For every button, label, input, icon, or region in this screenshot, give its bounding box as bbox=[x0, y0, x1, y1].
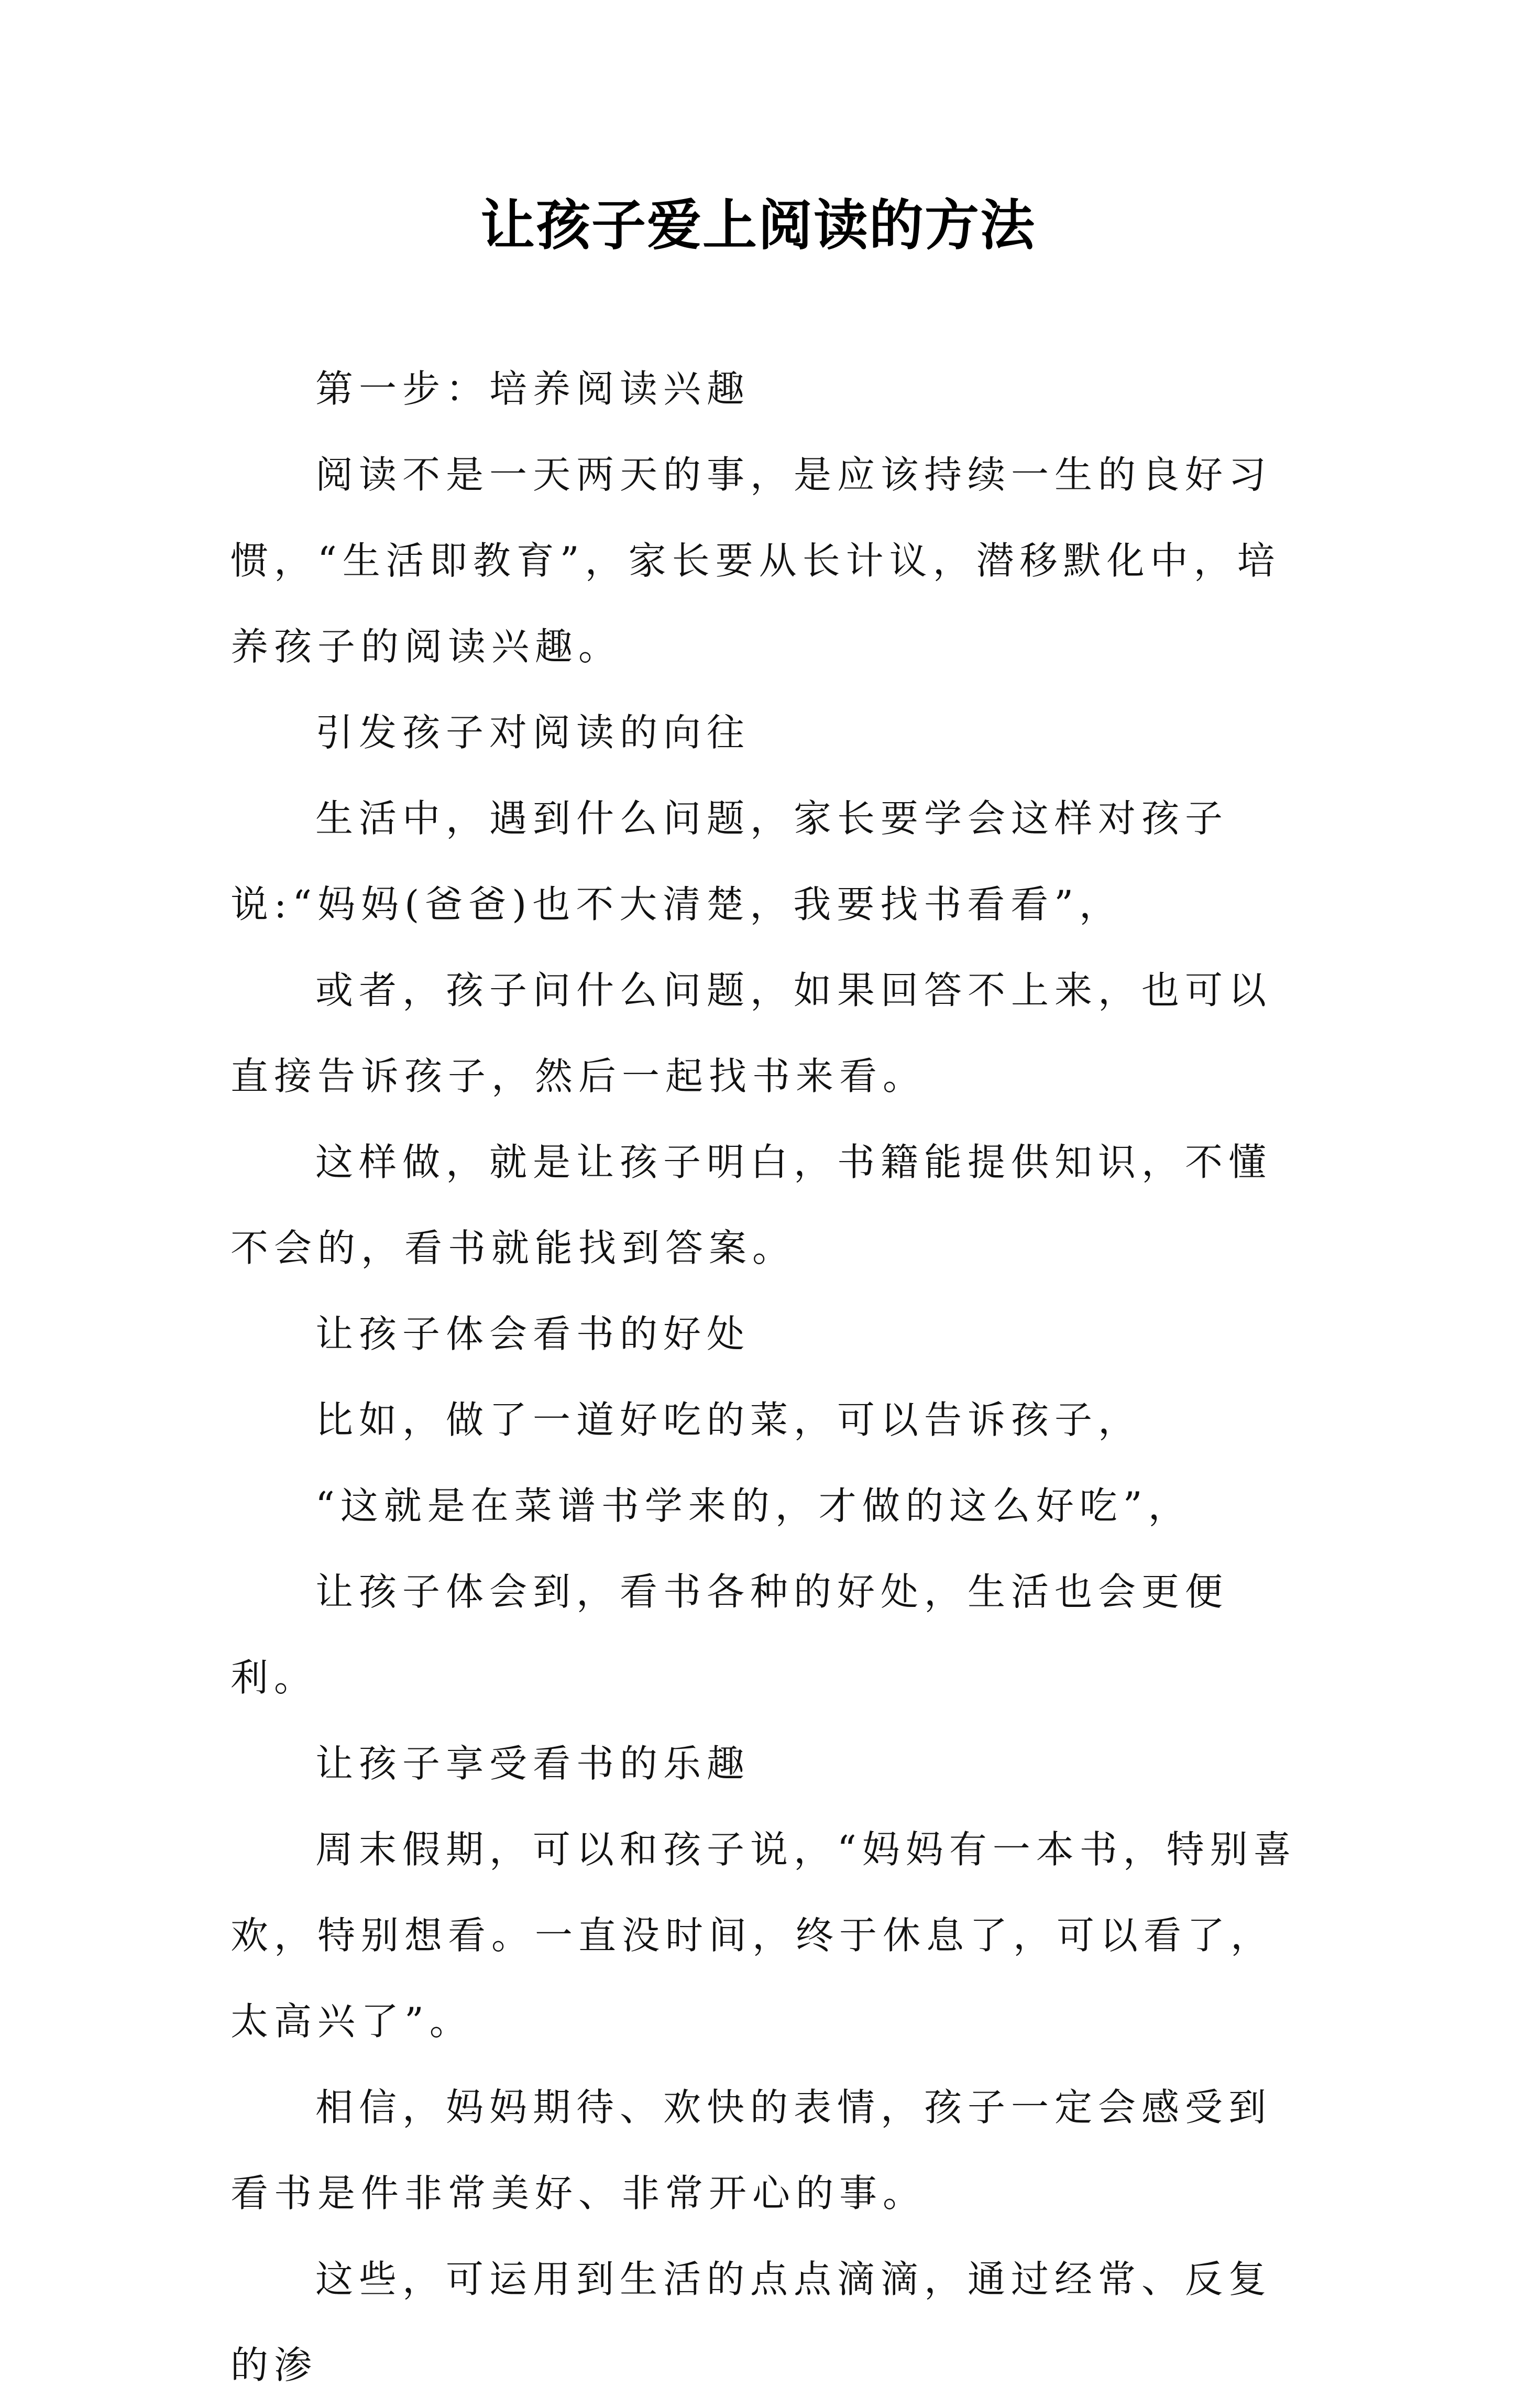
document-body bbox=[230, 346, 1299, 2408]
paragraph-recipe-quote: “这就是在菜谱书学来的，才做的这么好吃”， bbox=[315, 1484, 1192, 1528]
paragraph-answer-questions: 或者，孩子问什么问题，如果回答不上来，也可以直接告诉孩子，然后一起找书来看。 bbox=[230, 968, 1272, 1098]
paragraph-find-book: 生活中，遇到什么问题，家长要学会这样对孩子说:“妈妈(爸爸)也不大清楚，我要找书看看”， bbox=[230, 796, 1229, 926]
document-title: 让孩子爱上阅读的方法 bbox=[480, 193, 1036, 257]
paragraph-weekend-reading: 周末假期，可以和孩子说，“妈妈有一本书，特别喜欢，特别想看。一直没时间，终于休息了，可以看了，太高兴了”。 bbox=[230, 1827, 1297, 2043]
paragraph-benefits-heading: 让孩子体会看书的好处 bbox=[315, 1312, 751, 1356]
paragraph-step-one-heading: 第一步：培养阅读兴趣 bbox=[315, 367, 751, 411]
paragraph-reading-habit: 阅读不是一天两天的事，是应该持续一生的良好习惯，“生活即教育”，家长要从长计议，潜移默化中，培养孩子的阅读兴趣。 bbox=[230, 453, 1281, 669]
paragraph-mother-expression: 相信，妈妈期待、欢快的表情，孩子一定会感受到看书是件非常美好、非常开心的事。 bbox=[230, 2085, 1272, 2215]
paragraph-example-dish: 比如，做了一道好吃的菜，可以告诉孩子， bbox=[315, 1398, 1142, 1442]
paragraph-daily-life: 这些，可运用到生活的点点滴滴，通过经常、反复的渗 bbox=[230, 2257, 1272, 2387]
paragraph-life-convenience: 让孩子体会到，看书各种的好处，生活也会更便利。 bbox=[230, 1570, 1229, 1700]
paragraph-enjoy-heading: 让孩子享受看书的乐趣 bbox=[315, 1742, 751, 1786]
paragraph-books-provide-knowledge: 这样做，就是让孩子明白，书籍能提供知识，不懂不会的，看书就能找到答案。 bbox=[230, 1140, 1272, 1270]
paragraph-inspire-heading: 引发孩子对阅读的向往 bbox=[315, 710, 751, 754]
